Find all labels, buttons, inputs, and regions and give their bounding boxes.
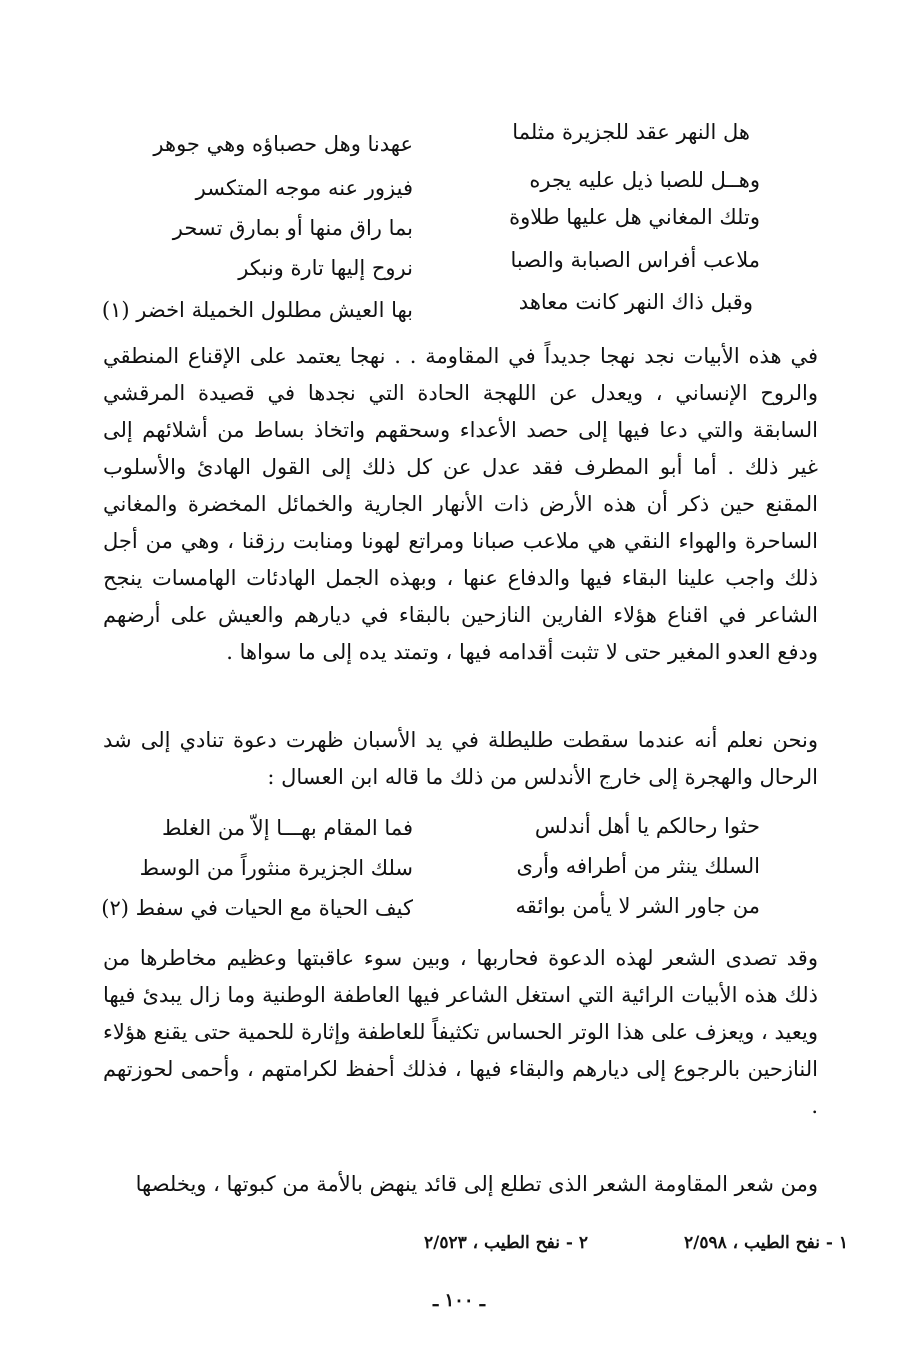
paragraph-4: ومن شعر المقاومة الشعر الذى تطلع إلى قائد ينهض بالأمة من كبوتها ، ويخلصها xyxy=(135,1172,818,1196)
paragraph-3: وقد تصدى الشعر لهذه الدعوة فحاربها ، وبين سوء عاقبتها وعظيم مخاطرها من ذلك هذه الأبيات الرائية التي استغل الشاعر فيها العاطفة الوطنية وما زال يبدئ فيها ويعيد ، ويعزف على هذا الوتر الحساس تكثيفاً للعاطفة وإثارة للحمية حتى يقنع هؤلاء النازحين بالرجوع إلى ديارهم والبقاء فيها ، فذلك أحفظ لكرامتهم ، وأحمى لحوزتهم . xyxy=(103,946,818,1118)
footnote-1: ١ - نفح الطيب ، ٢/٥٩٨ xyxy=(684,1233,848,1253)
poem1-line4-right: ملاعب أفراس الصبابة والصبا xyxy=(510,248,760,272)
poem1-line1-left: عهدنا وهل حصباؤه وهي جوهر xyxy=(153,132,413,156)
poem2-line2-right: السلك ينثر من أطرافه وأرى xyxy=(516,854,760,878)
poem2-line1-left: فما المقام بهـــا إلاّ من الغلط xyxy=(161,816,413,840)
poem1-line5-left: بها العيش مطلول الخميلة اخضر (١) xyxy=(101,298,413,322)
footnote-2: ٢ - نفح الطيب ، ٢/٥٢٣ xyxy=(424,1233,588,1253)
page-number: ـ ١٠٠ ـ xyxy=(432,1290,486,1311)
poem2-line3-right: من جاور الشر لا يأمن بوائقه xyxy=(515,894,760,918)
paragraph-2: ونحن نعلم أنه عندما سقطت طليطلة في يد الأسبان ظهرت دعوة تنادي إلى شد الرحال والهجرة إلى خارج الأندلس من ذلك ما قاله ابن العسال : xyxy=(103,728,818,789)
poem1-line2-right: وهــل للصبا ذيل عليه يجره xyxy=(529,168,760,192)
poem2-line2-left: سلك الجزيرة منثوراً من الوسط xyxy=(139,856,413,880)
poem2-line1-right: حثوا رحالكم يا أهل أندلس xyxy=(534,814,760,838)
poem1-line2-left: فيزور عنه موجه المتكسر xyxy=(195,176,413,200)
poem1-line3-left: بما راق منها أو بمارق تسحر xyxy=(172,216,413,240)
poem1-line3-right: وتلك المغاني هل عليها طلاوة xyxy=(509,205,760,229)
poem1-line4-left: نروح إليها تارة ونبكر xyxy=(238,256,413,280)
poem1-line1-right: هل النهر عقد للجزيرة مثلما xyxy=(512,120,750,144)
paragraph-1: في هذه الأبيات نجد نهجا جديداً في المقاومة . . نهجا يعتمد على الإقناع المنطقي والروح الإنساني ، ويعدل عن اللهجة الحادة التي نجدها في قصيدة المرقشي السابقة والتي دعا فيها إلى حصد الأعداء وسحقهم واتخاذ بساط من أشلائهم إلى غير ذلك . أما أبو المطرف فقد عدل عن كل ذلك إلى القول الهادئ والأسلوب المقنع حين ذكر أن هذه الأرض ذات الأنهار الجارية والخمائل المخضرة والمغاني الساحرة والهواء النقي هي ملاعب صبانا ومراتع لهونا ومنابت رزقنا ، وهي من أجل ذلك واجب علينا البقاء فيها والدفاع عنها ، وبهذه الجمل الهادئات الهامسات ينجح الشاعر في اقناع هؤلاء الفارين النازحين بالبقاء في ديارهم والعيش على أرضهم ودفع العدو المغير حتى لا تثبت أقدامه فيها ، وتمتد يده إلى ما سواها . xyxy=(103,344,818,664)
poem1-line5-right: وقبل ذاك النهر كانت معاهد xyxy=(518,290,753,314)
poem2-line3-left: كيف الحياة مع الحيات في سفط (٢) xyxy=(101,896,413,920)
